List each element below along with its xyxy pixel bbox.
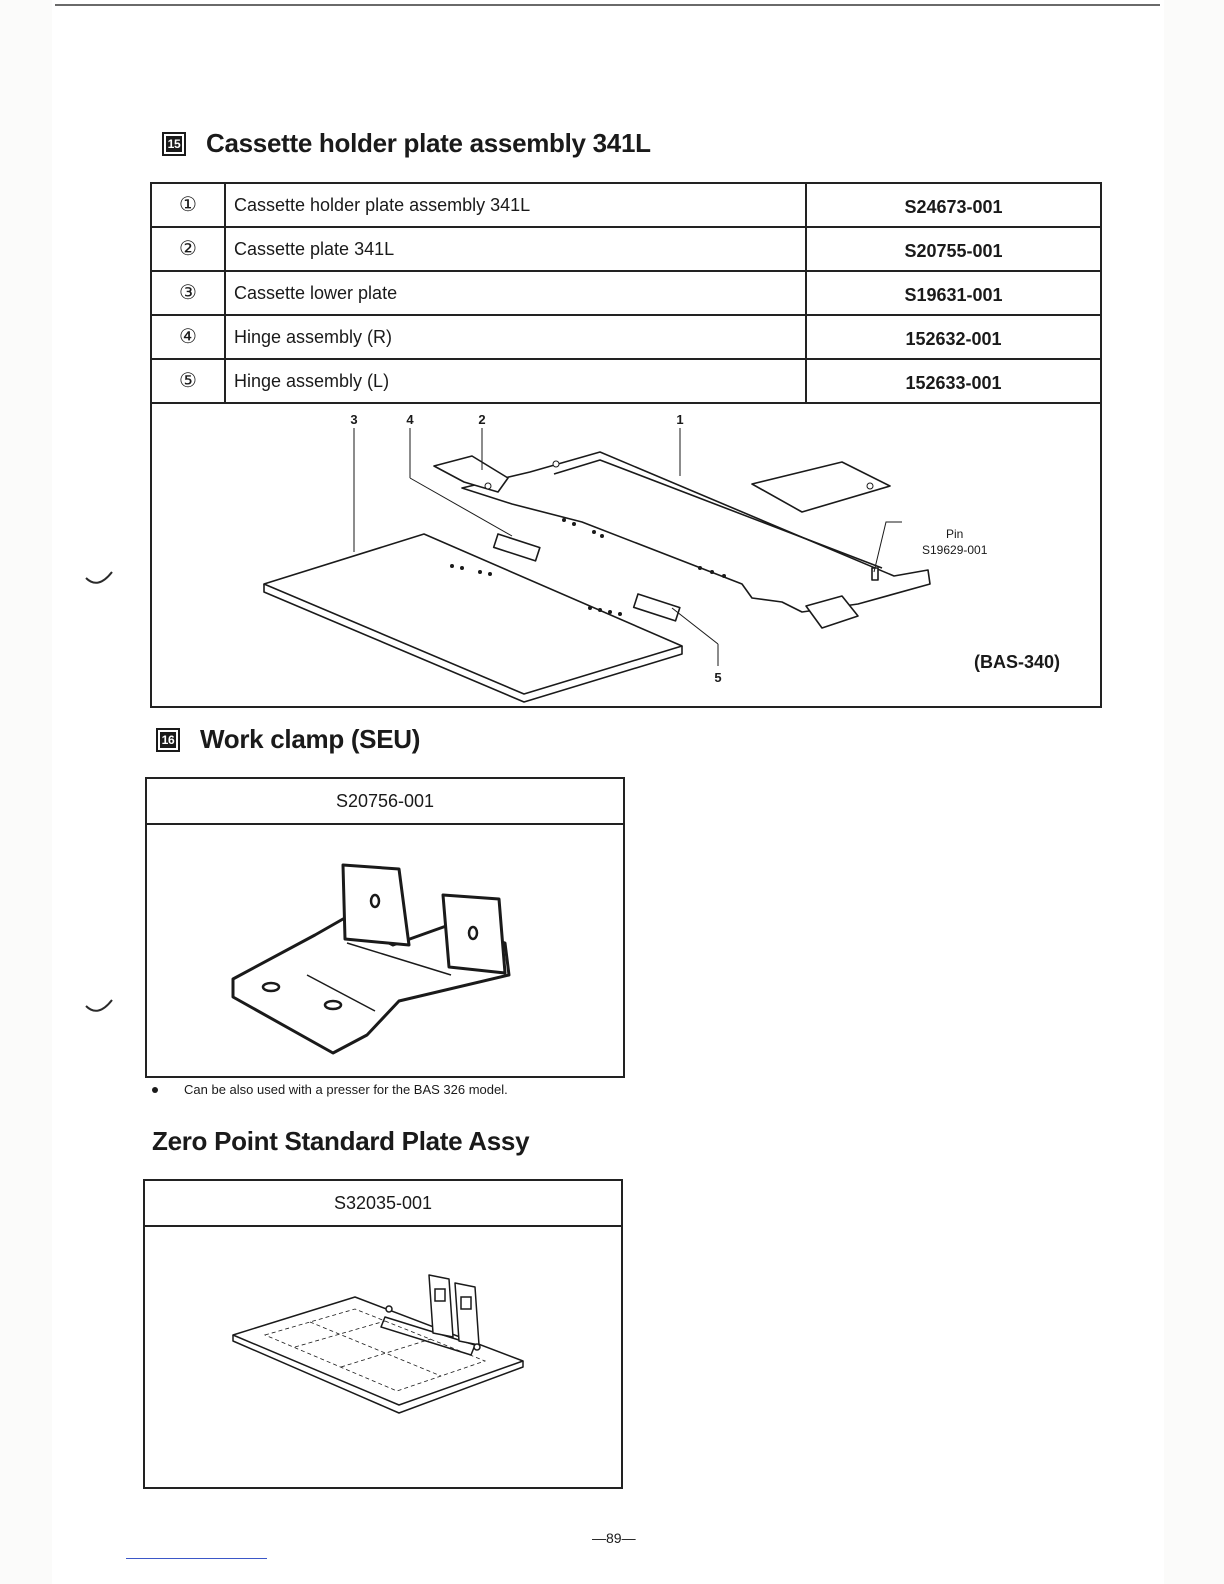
zero-point-illustration-area <box>145 1227 621 1487</box>
section-heading-work-clamp <box>156 724 420 755</box>
part-code: S24673-001 <box>805 184 1100 226</box>
section-title: Zero Point Standard Plate Assy <box>152 1126 530 1156</box>
callout-1: 1 <box>676 412 684 427</box>
work-clamp-illustration-area <box>147 825 623 1076</box>
bottom-link-underline <box>126 1558 267 1559</box>
section-number-badge: 16 <box>156 728 180 752</box>
table-row <box>152 272 1100 316</box>
part-code: S32035-001 <box>145 1181 621 1227</box>
zero-point-plate-shape <box>233 1297 523 1405</box>
section-heading-cassette <box>162 128 651 159</box>
model-label: (BAS-340) <box>974 652 1061 672</box>
compatibility-note <box>152 1082 508 1097</box>
section-title: Work clamp (SEU) <box>200 724 421 754</box>
section-heading-zero-point <box>152 1126 529 1157</box>
part-code: S19631-001 <box>805 272 1100 314</box>
part-code: S20755-001 <box>805 228 1100 270</box>
section-title: Cassette holder plate assembly 341L <box>206 128 651 158</box>
hinge-right-shape <box>494 534 540 561</box>
part-name: Cassette lower plate <box>234 283 398 303</box>
part-code: 152632-001 <box>805 316 1100 358</box>
zero-point-left-upright <box>429 1275 453 1337</box>
binding-hole-mark <box>84 998 114 1016</box>
pin-code: S19629-001 <box>922 543 988 557</box>
part-number: ③ <box>152 272 226 314</box>
part-name: Hinge assembly (R) <box>234 327 393 347</box>
table-row <box>152 360 1100 404</box>
work-clamp-illustration <box>147 825 623 1076</box>
pin-callout <box>922 526 987 558</box>
part-name: Cassette plate 341L <box>234 239 395 259</box>
part-code: S20756-001 <box>147 779 623 825</box>
zero-point-plate-illustration <box>145 1227 621 1487</box>
part-number: ② <box>152 228 226 270</box>
part-name: Hinge assembly (L) <box>234 371 390 391</box>
part-number: ④ <box>152 316 226 358</box>
bullet-icon <box>152 1087 158 1093</box>
note-text: Can be also used with a presser for the BAS 326 model. <box>184 1082 508 1097</box>
zero-point-box <box>143 1179 623 1489</box>
hinge-left-shape <box>634 594 680 621</box>
callout-3: 3 <box>350 412 358 427</box>
part-name: Cassette holder plate assembly 341L <box>234 195 531 215</box>
part-number: ⑤ <box>152 360 226 402</box>
cassette-exploded-diagram <box>152 408 1100 706</box>
table-row <box>152 184 1100 228</box>
pin-label: Pin <box>946 527 964 541</box>
work-clamp-box <box>145 777 625 1078</box>
page-number: —89— <box>592 1530 636 1546</box>
zero-point-right-upright <box>455 1283 479 1345</box>
section-number-badge: 15 <box>162 132 186 156</box>
callout-5: 5 <box>714 670 722 685</box>
part-code: 152633-001 <box>805 360 1100 402</box>
table-row <box>152 316 1100 360</box>
part-number: ① <box>152 184 226 226</box>
table-row <box>152 228 1100 272</box>
top-rule <box>55 4 1160 6</box>
binding-hole-mark <box>84 570 114 588</box>
callout-2: 2 <box>478 412 486 427</box>
parts-table <box>150 182 1102 708</box>
callout-4: 4 <box>406 412 414 427</box>
